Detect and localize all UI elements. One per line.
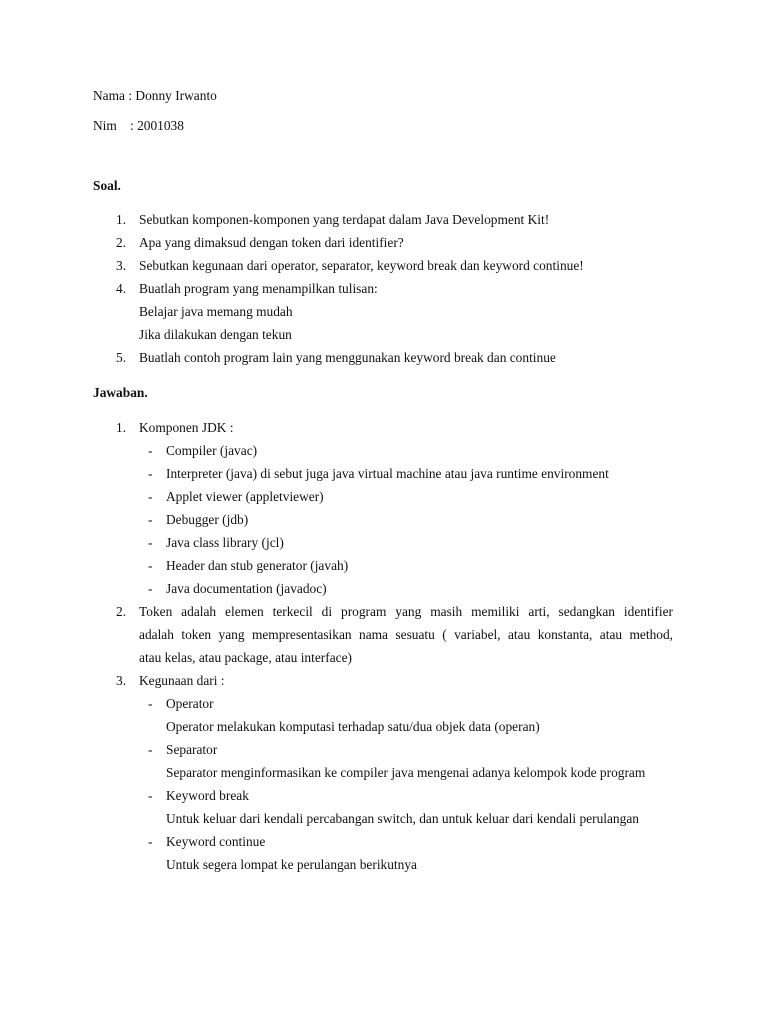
bullet-text: Separator (166, 742, 218, 757)
dash-bullet: - (148, 466, 153, 481)
bullet-text: Keyword continue (166, 834, 266, 849)
bullet-text: Operator (166, 696, 214, 711)
list-number: 3. (116, 673, 127, 688)
nama-label: Nama (93, 88, 125, 103)
nim-row (93, 118, 293, 134)
nama-value: : Donny Irwanto (128, 88, 217, 103)
dash-bullet: - (148, 696, 153, 711)
dash-bullet: - (148, 489, 153, 504)
bullet-text: Java class library (jcl) (166, 535, 284, 550)
paragraph-line: Token adalah elemen terkecil di program yang masih memiliki arti, sedangkan identifier (139, 604, 673, 619)
list-number: 5. (116, 350, 127, 365)
list-text: Kegunaan dari : (139, 673, 225, 688)
list-number: 3. (116, 258, 127, 273)
nama-row (93, 88, 217, 104)
list-subline: Belajar java memang mudah (139, 304, 293, 319)
list-text: Sebutkan kegunaan dari operator, separator, keyword break dan keyword continue! (139, 258, 584, 273)
bullet-description: Operator melakukan komputasi terhadap satu/dua objek data (operan) (166, 719, 540, 734)
dash-bullet: - (148, 535, 153, 550)
list-text: Buatlah program yang menampilkan tulisan: (139, 281, 378, 296)
list-text: Apa yang dimaksud dengan token dari identifier? (139, 235, 404, 250)
bullet-text: Applet viewer (appletviewer) (166, 489, 324, 504)
dash-bullet: - (148, 788, 153, 803)
nim-value: : 2001038 (130, 118, 184, 133)
dash-bullet: - (148, 443, 153, 458)
list-number: 2. (116, 604, 127, 619)
dash-bullet: - (148, 742, 153, 757)
bullet-text: Java documentation (javadoc) (166, 581, 327, 596)
bullet-text: Compiler (javac) (166, 443, 258, 458)
list-text: Komponen JDK : (139, 420, 234, 435)
list-number: 1. (116, 420, 127, 435)
bullet-text: Interpreter (java) di sebut juga java virtual machine atau java runtime environment (166, 466, 609, 481)
bullet-description: Untuk segera lompat ke perulangan berikutnya (166, 857, 417, 872)
bullet-text: Header dan stub generator (javah) (166, 558, 349, 573)
dash-bullet: - (148, 834, 153, 849)
list-text: Sebutkan komponen-komponen yang terdapat dalam Java Development Kit! (139, 212, 550, 227)
nim-label: Nim (93, 118, 117, 133)
list-text: Buatlah contoh program lain yang menggunakan keyword break dan continue (139, 350, 556, 365)
list-number: 4. (116, 281, 127, 296)
bullet-description: Separator menginformasikan ke compiler java mengenai adanya kelompok kode program (166, 765, 646, 780)
bullet-text: Debugger (jdb) (166, 512, 249, 527)
soal-title: Soal. (93, 178, 121, 193)
bullet-text: Keyword break (166, 788, 249, 803)
bullet-description: Untuk keluar dari kendali percabangan switch, dan untuk keluar dari kendali perulangan (166, 811, 639, 826)
dash-bullet: - (148, 558, 153, 573)
dash-bullet: - (148, 512, 153, 527)
jawaban-title: Jawaban. (93, 385, 148, 400)
list-number: 1. (116, 212, 127, 227)
list-number: 2. (116, 235, 127, 250)
list-subline: Jika dilakukan dengan tekun (139, 327, 292, 342)
paragraph-line: adalah token yang mempresentasikan nama sesuatu ( variabel, atau konstanta, atau method, (139, 627, 673, 642)
dash-bullet: - (148, 581, 153, 596)
paragraph-line: atau kelas, atau package, atau interface) (139, 650, 353, 665)
